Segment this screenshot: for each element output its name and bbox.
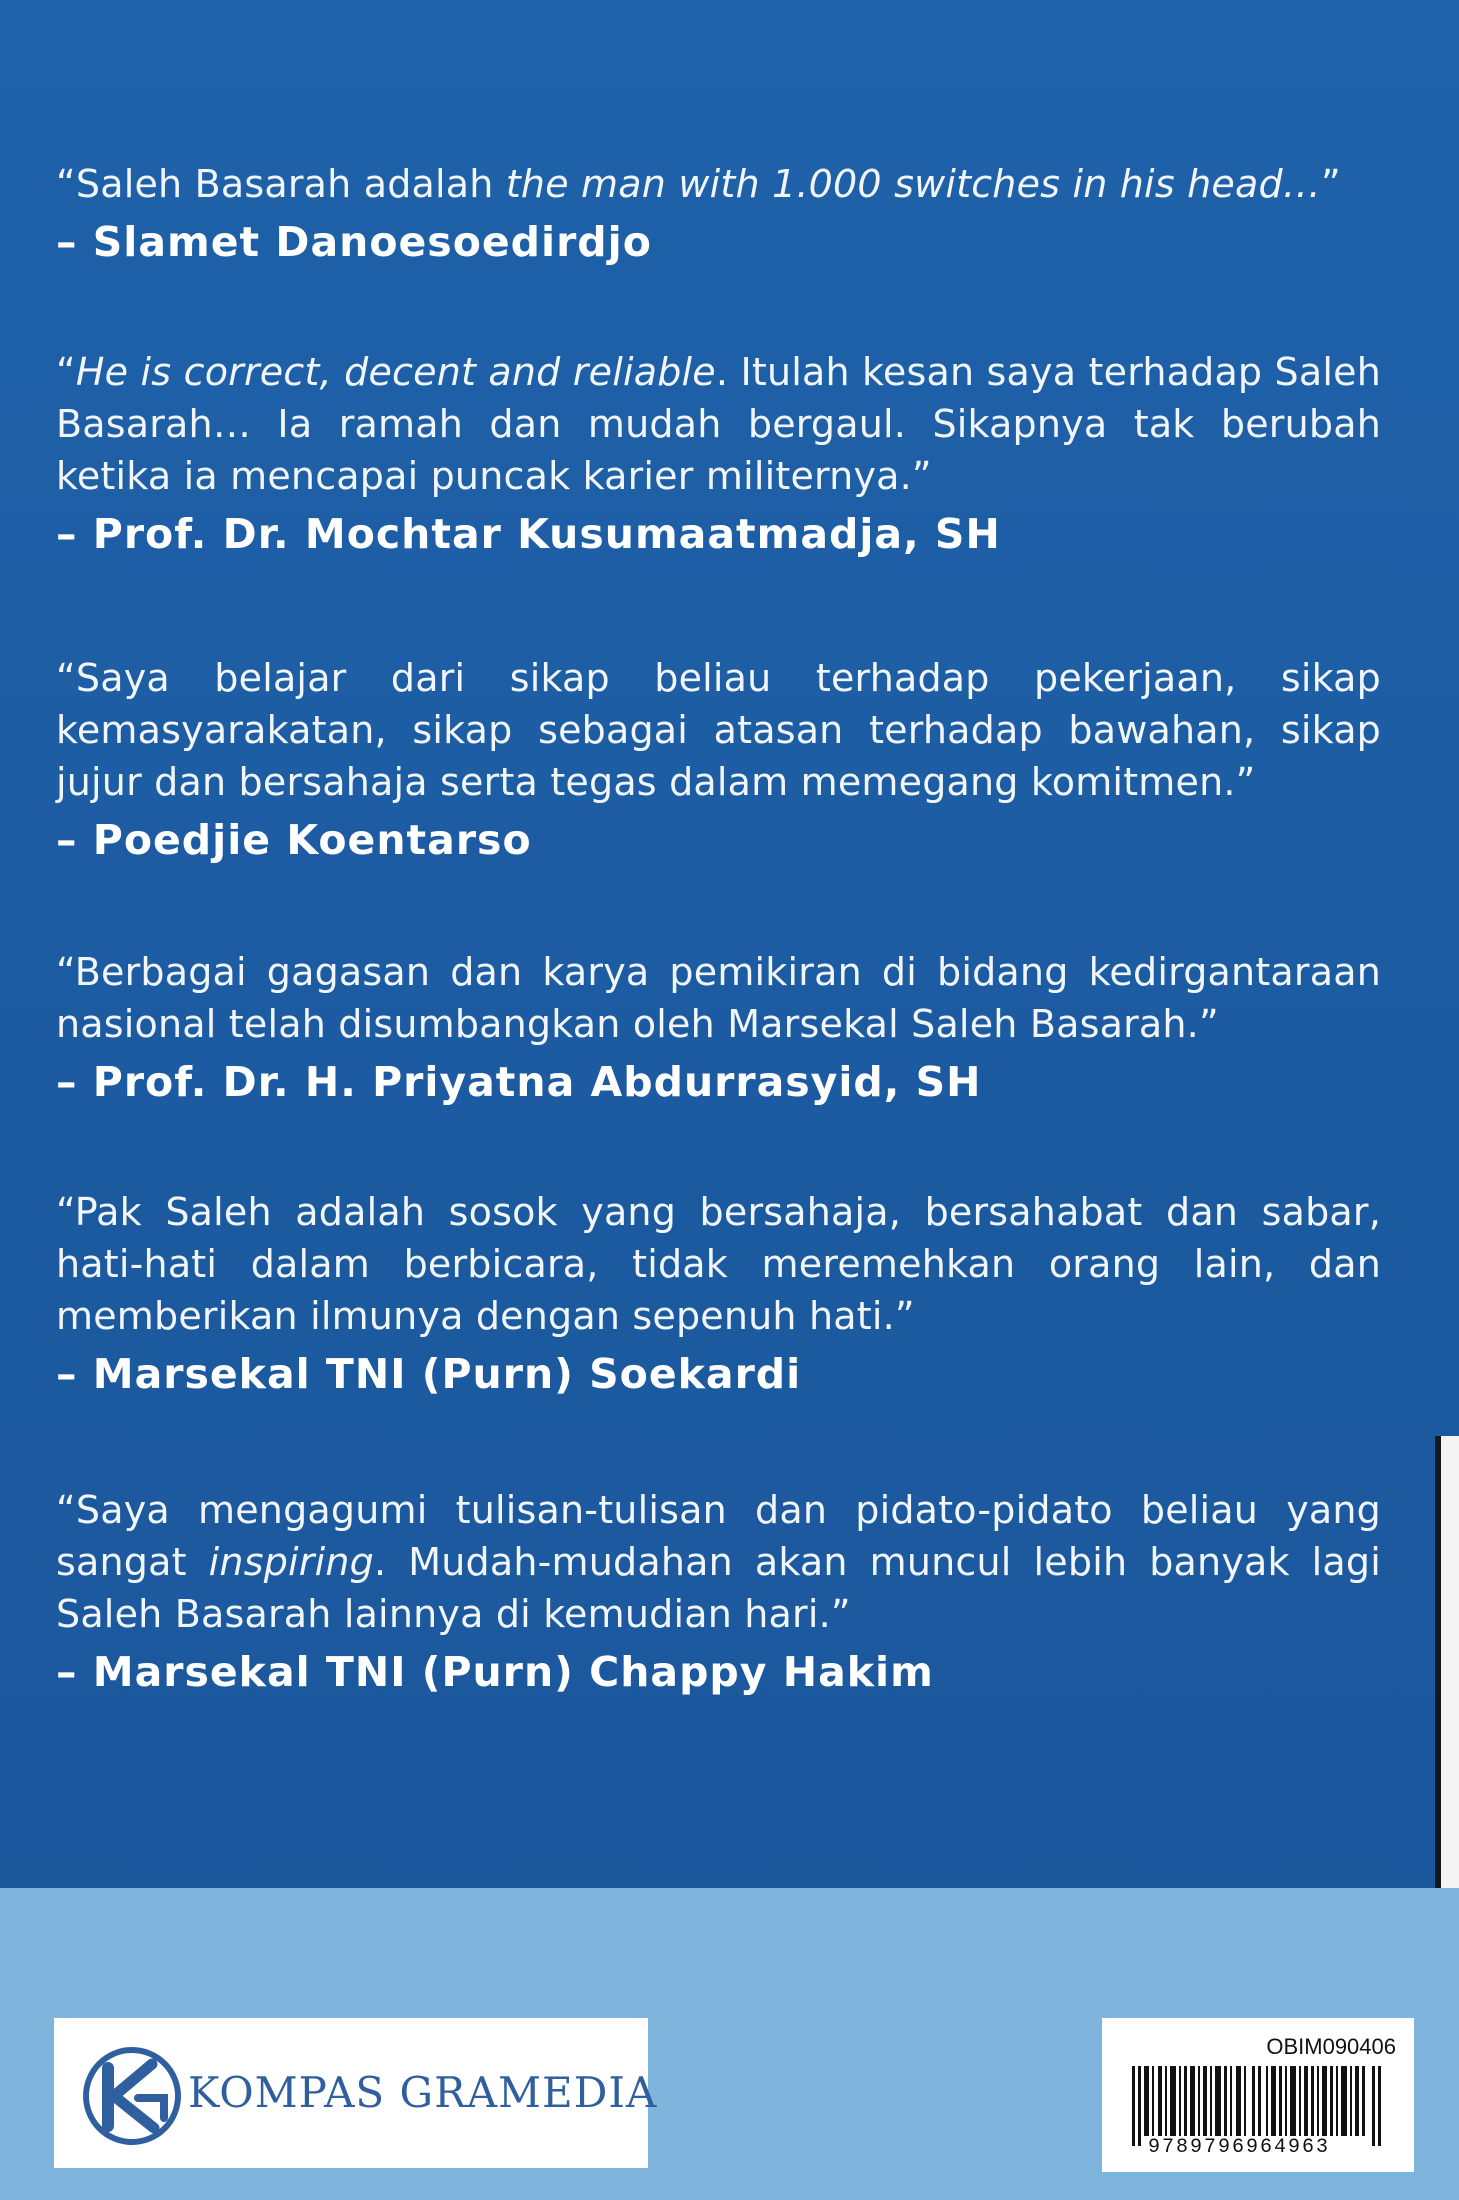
quote-attribution: – Prof. Dr. H. Priyatna Abdurrasyid, SH xyxy=(56,1058,982,1106)
testimonials xyxy=(56,158,1381,1779)
testimonial xyxy=(56,946,1381,1110)
quote-attribution: – Marsekal TNI (Purn) Soekardi xyxy=(56,1350,802,1398)
quote-attribution: – Prof. Dr. Mochtar Kusumaatmadja, SH xyxy=(56,510,1001,558)
testimonial xyxy=(56,652,1381,868)
spine-edge-mark xyxy=(1435,1436,1459,1926)
barcode-code: OBIM090406 xyxy=(1266,2034,1396,2059)
publisher-logo-box xyxy=(54,2018,658,2168)
barcode-box xyxy=(1102,2018,1414,2172)
quote-text: “Saya belajar dari sikap beliau terhadap pekerjaan, sikap kemasyarakatan, sikap sebagai atasan terhadap bawahan, sikap jujur dan bersahaja serta tegas dalam memegang komitmen.” xyxy=(56,656,1381,804)
testimonial xyxy=(56,158,1381,270)
publisher-name: KOMPAS GRAMEDIA xyxy=(188,2068,658,2117)
quote-text: “Pak Saleh adalah sosok yang bersahaja, bersahabat dan sabar, hati-hati dalam berbicara, tidak meremehkan orang lain, dan memberikan ilmunya dengan sepenuh hati.” xyxy=(56,1190,1381,1338)
quote-attribution: – Slamet Danoesoedirdjo xyxy=(56,218,652,266)
barcode-digits: 9789796964963 xyxy=(1148,2136,1331,2159)
quote-attribution: – Marsekal TNI (Purn) Chappy Hakim xyxy=(56,1648,934,1696)
kompas-gramedia-logo-icon xyxy=(78,2042,186,2150)
quote-text: “He is correct, decent and reliable. Itulah kesan saya terhadap Saleh Basarah… Ia ramah dan mudah bergaul. Sikapnya tak berubah ketika ia mencapai puncak karier militernya.” xyxy=(56,350,1381,498)
testimonial xyxy=(56,346,1381,562)
quote-text: “Berbagai gagasan dan karya pemikiran di bidang kedirgantaraan nasional telah disumbangkan oleh Marsekal Saleh Basarah.” xyxy=(56,950,1381,1046)
testimonial xyxy=(56,1186,1381,1402)
testimonial xyxy=(56,1484,1381,1700)
quote-text: “Saleh Basarah adalah the man with 1.000 switches in his head…” xyxy=(56,162,1341,206)
barcode-icon xyxy=(1132,2066,1388,2146)
quote-text: “Saya mengagumi tulisan-tulisan dan pidato-pidato beliau yang sangat inspiring. Mudah-mudahan akan muncul lebih banyak lagi Saleh Basarah lainnya di kemudian hari.” xyxy=(56,1488,1381,1636)
quote-attribution: – Poedjie Koentarso xyxy=(56,816,532,864)
